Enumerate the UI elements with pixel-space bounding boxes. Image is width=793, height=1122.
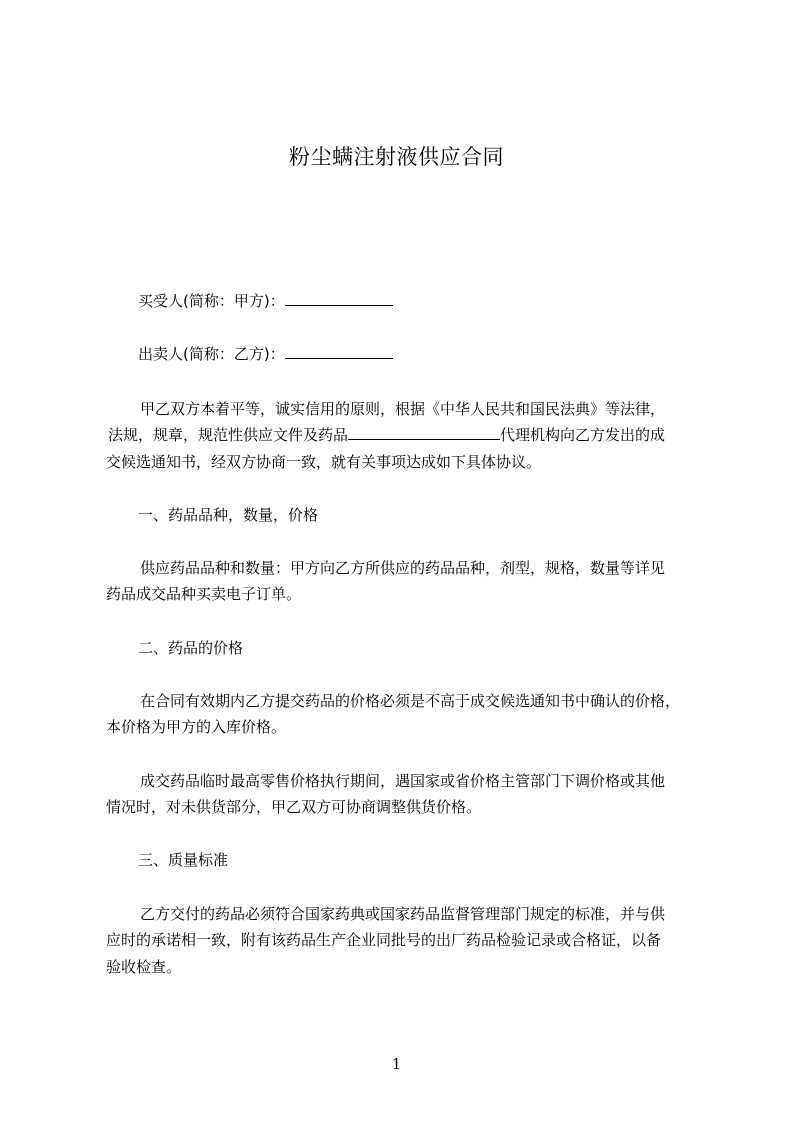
seller-blank-field bbox=[285, 343, 393, 359]
section-3-line-1: 乙方交付的药品必须符合国家药典或国家药品监督管理部门规定的标准，并与供 bbox=[140, 905, 666, 923]
section-2-heading: 二、药品的价格 bbox=[138, 639, 244, 657]
seller-label: 出卖人(简称：乙方)： bbox=[138, 345, 285, 363]
section-2-para-2-line-1: 成交药品临时最高零售价格执行期间，遇国家或省价格主管部门下调价格或其他 bbox=[140, 772, 666, 790]
section-2-para-1-line-2: 本价格为甲方的入库价格。 bbox=[106, 718, 287, 736]
agency-blank-field bbox=[348, 424, 500, 440]
section-1-line-2: 药品成交品种买卖电子订单。 bbox=[106, 585, 302, 603]
intro-line-2 bbox=[108, 424, 665, 446]
page-number: 1 bbox=[391, 1055, 402, 1073]
section-3-line-3: 验收检查。 bbox=[106, 958, 182, 976]
seller-line bbox=[138, 343, 393, 365]
buyer-label: 买受人(简称：甲方)： bbox=[138, 292, 285, 310]
document-title: 粉尘螨注射液供应合同 bbox=[289, 145, 504, 169]
section-3-heading: 三、质量标准 bbox=[138, 851, 229, 869]
section-1-heading: 一、药品品种，数量，价格 bbox=[138, 506, 319, 524]
section-2-para-1-line-1: 在合同有效期内乙方提交药品的价格必须是不高于成交候选通知书中确认的价格， bbox=[140, 692, 681, 710]
intro-line-1: 甲乙双方本着平等，诚实信用的原则，根据《中华人民共和国民法典》等法律， bbox=[140, 400, 666, 418]
section-3-line-2: 应时的承诺相一致，附有该药品生产企业同批号的出厂药品检验记录或合格证，以备 bbox=[106, 931, 662, 949]
buyer-line bbox=[138, 290, 393, 312]
intro-line-2-text: 法规，规章，规范性供应文件及药品 bbox=[108, 426, 349, 444]
intro-line-3: 交候选通知书，经双方协商一致，就有关事项达成如下具体协议。 bbox=[106, 453, 542, 471]
section-1-line-1: 供应药品品种和数量：甲方向乙方所供应的药品品种，剂型，规格，数量等详见 bbox=[140, 559, 666, 577]
intro-line-2-tail: 代理机构向乙方发出的成 bbox=[500, 426, 666, 444]
section-2-para-2-line-2: 情况时，对未供货部分，甲乙双方可协商调整供货价格。 bbox=[106, 798, 482, 816]
buyer-blank-field bbox=[285, 290, 393, 306]
